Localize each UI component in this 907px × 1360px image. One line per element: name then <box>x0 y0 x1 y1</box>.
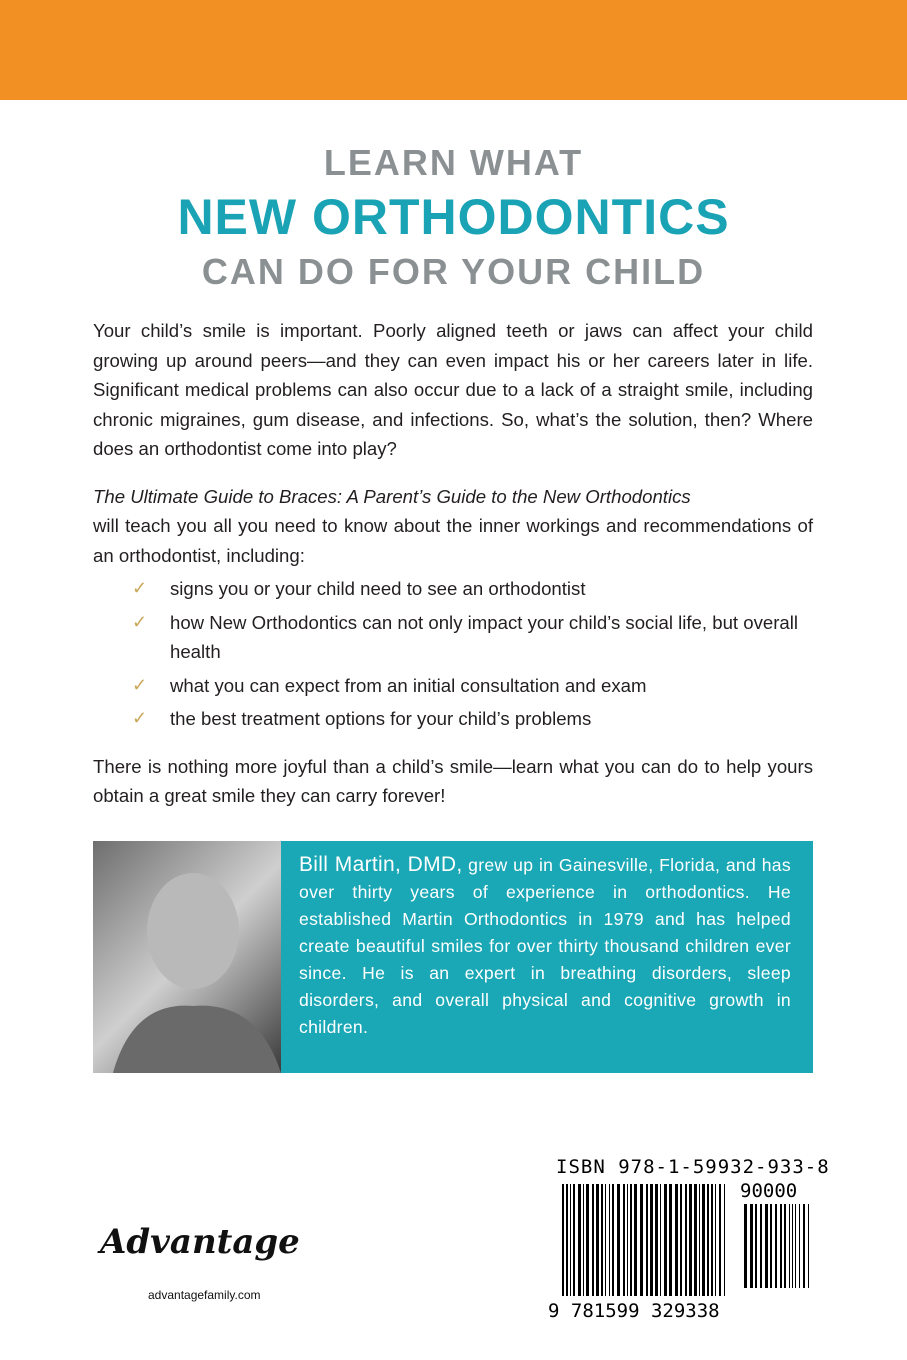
barcode-bar <box>664 1184 667 1296</box>
barcode-bar <box>789 1204 790 1288</box>
barcode-bar <box>578 1184 581 1296</box>
price-code: 90000 <box>740 1180 798 1202</box>
barcode-bar <box>795 1204 796 1288</box>
barcode <box>560 1184 812 1296</box>
main-text-column <box>93 316 813 1073</box>
barcode-bar <box>770 1204 772 1288</box>
barcode-bar <box>646 1184 648 1296</box>
barcode-bar <box>605 1184 606 1296</box>
barcode-bar <box>680 1184 682 1296</box>
closing-paragraph: There is nothing more joyful than a child’s smile—learn what you can do to help yours obtain a great smile they can carry forever! <box>93 755 813 806</box>
intro-paragraph: Your child’s smile is important. Poorly aligned teeth or jaws can affect your child growing up around peers—and they can even impact his or her careers later in life. Significant medical problems can also occur due to a lack of a straight smile, including chronic migraines, gum disease, and infections. So, what’s the solution, then? Where does an orthodontist come into play? <box>93 320 813 459</box>
author-portrait-icon <box>93 841 281 1073</box>
barcode-bar <box>609 1184 610 1296</box>
ean-number: 9 781599 329338 <box>548 1300 720 1322</box>
barcode-bar <box>640 1184 643 1296</box>
book-desc: will teach you all you need to know about the inner workings and recommendations of an orthodontist, including: <box>93 515 813 566</box>
author-bio-box <box>93 841 813 1073</box>
barcode-bar <box>617 1184 620 1296</box>
barcode-bar <box>562 1184 564 1296</box>
barcode-bar <box>715 1184 716 1296</box>
barcode-bar <box>755 1204 757 1288</box>
barcode-bar <box>685 1184 687 1296</box>
barcode-bar <box>596 1184 599 1296</box>
list-item: ✓ the best treatment options for your child’s problems <box>132 704 813 734</box>
barcode-bar <box>799 1204 800 1288</box>
barcode-bar <box>660 1184 661 1296</box>
barcode-bar <box>655 1184 658 1296</box>
barcode-bar <box>707 1184 709 1296</box>
barcode-bar <box>760 1204 762 1288</box>
barcode-bar <box>630 1184 632 1296</box>
barcode-bar <box>623 1184 625 1296</box>
barcode-bar <box>808 1204 809 1288</box>
author-name: Bill Martin, DMD, <box>299 852 463 876</box>
barcode-bar <box>719 1184 721 1296</box>
barcode-bar <box>711 1184 713 1296</box>
barcode-bar <box>570 1184 571 1296</box>
list-item: ✓ how New Orthodontics can not only impact your child’s social life, but overall health <box>132 608 813 667</box>
check-icon: ✓ <box>132 578 148 598</box>
barcode-bar <box>744 1204 747 1288</box>
barcode-bar <box>724 1184 725 1296</box>
bullet-list <box>132 574 813 734</box>
barcode-bar <box>586 1184 589 1296</box>
barcode-bar <box>694 1184 697 1296</box>
headline-line2: NEW ORTHODONTICS <box>177 189 730 245</box>
barcode-bar <box>699 1184 700 1296</box>
barcode-bar <box>675 1184 678 1296</box>
barcode-bar <box>583 1184 584 1296</box>
barcode-bar <box>592 1184 594 1296</box>
barcode-bar <box>650 1184 653 1296</box>
barcode-bar <box>792 1204 793 1288</box>
barcode-bar <box>573 1184 575 1296</box>
barcode-bar <box>689 1184 692 1296</box>
isbn-text: ISBN 978-1-59932-933-8 <box>556 1156 830 1178</box>
headline-line1: LEARN WHAT <box>323 142 584 183</box>
barcode-bar <box>803 1204 805 1288</box>
publisher-logo: Advantage <box>100 1222 300 1262</box>
barcode-bar <box>702 1184 705 1296</box>
barcode-bar <box>601 1184 603 1296</box>
publisher-url: advantagefamily.com <box>148 1288 261 1302</box>
author-bio: Bill Martin, DMD, grew up in Gainesville, Florida, and has over thirty years of experience in orthodontics. He established Martin Orthodontics in 1979 and has helped create beautiful smiles for over thirty thousand children ever since. He is an expert in breathing disorders, sleep disorders, and overall physical and cognitive growth in children. <box>299 852 791 1037</box>
barcode-bar <box>566 1184 568 1296</box>
list-item: ✓ signs you or your child need to see an orthodontist <box>132 574 813 604</box>
barcode-bar <box>765 1204 768 1288</box>
barcode-bar <box>669 1184 672 1296</box>
author-photo <box>93 841 281 1073</box>
barcode-bar <box>784 1204 786 1288</box>
orange-banner <box>0 0 907 100</box>
barcode-bar <box>775 1204 777 1288</box>
barcode-bar <box>750 1204 753 1288</box>
barcode-bar <box>627 1184 628 1296</box>
book-title: The Ultimate Guide to Braces: A Parent’s Guide to the New Orthodontics <box>93 485 691 507</box>
book-description <box>93 482 813 571</box>
check-icon: ✓ <box>132 611 148 632</box>
headline-line3: CAN DO FOR YOUR CHILD <box>201 251 706 292</box>
barcode-bar <box>634 1184 637 1296</box>
list-item: ✓ what you can expect from an initial consultation and exam <box>132 671 813 701</box>
check-icon: ✓ <box>132 674 148 695</box>
barcode-bar <box>612 1184 614 1296</box>
check-icon: ✓ <box>132 708 148 728</box>
barcode-bar <box>780 1204 782 1288</box>
